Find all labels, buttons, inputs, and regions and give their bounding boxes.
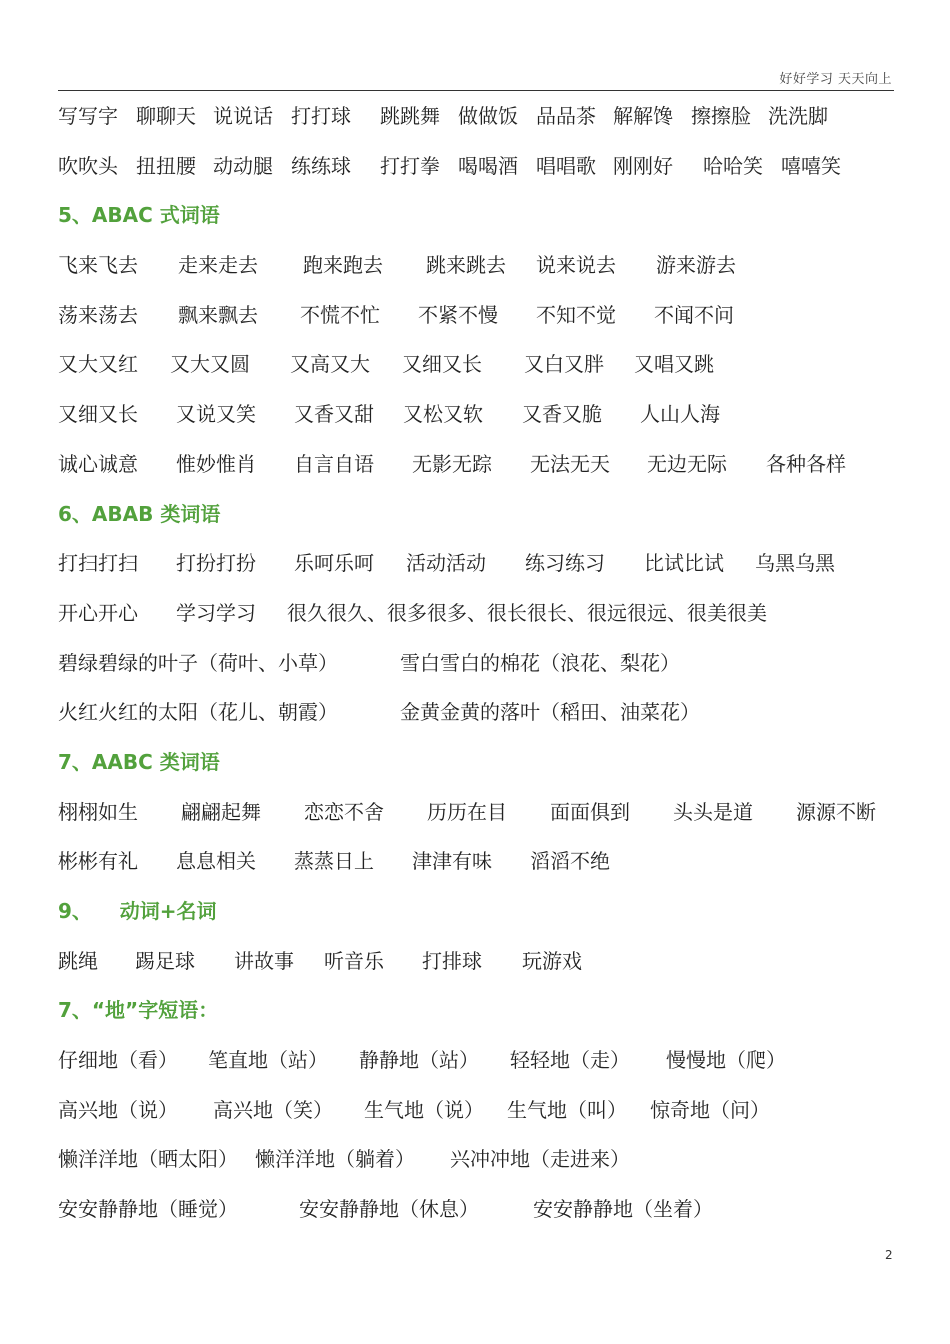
document-body (58, 92, 898, 1235)
word-item: 又高又大 (290, 352, 370, 377)
word-item: 安安静静地（休息） (299, 1197, 479, 1222)
word-item: 玩游戏 (522, 948, 582, 973)
word-item: 又细又长 (402, 352, 482, 377)
word-item: 又香又甜 (294, 402, 374, 427)
word-item: 安安静静地（睡觉） (58, 1197, 238, 1222)
word-item: 翩翩起舞 (181, 799, 261, 824)
word-item: 很久很久、很多很多、很长很长、很远很远、很美很美 (287, 600, 767, 625)
word-item: 又说又笑 (176, 402, 256, 427)
word-item: 乌黑乌黑 (755, 551, 835, 576)
word-item: 生气地（叫） (507, 1097, 627, 1122)
section-heading-text: 7、AABC 类词语 (58, 749, 220, 774)
word-item: 打打拳 (380, 153, 440, 178)
word-item: 惟妙惟肖 (176, 451, 256, 476)
section-heading-di-phrases (58, 986, 898, 1036)
word-item: 吹吹头 (58, 153, 118, 178)
section-heading-aabc (58, 738, 898, 788)
word-item: 人山人海 (640, 402, 720, 427)
word-item: 又大又红 (58, 352, 138, 377)
word-item: 懒洋洋地（躺着） (255, 1147, 415, 1172)
section-heading-verb-noun (58, 887, 898, 937)
word-item: 动动腿 (213, 153, 273, 178)
word-item: 高兴地（笑） (213, 1097, 333, 1122)
word-item: 打扫打扫 (58, 551, 138, 576)
word-item: 不知不觉 (536, 302, 616, 327)
word-line (58, 241, 898, 291)
word-item: 活动活动 (406, 551, 486, 576)
word-item: 擦擦脸 (691, 104, 751, 128)
word-item: 又大又圆 (170, 352, 250, 377)
section-heading-abac (58, 191, 898, 241)
word-line (58, 837, 898, 887)
word-item: 飞来飞去 (58, 253, 138, 278)
word-item: 头头是道 (673, 799, 753, 824)
word-line (58, 440, 898, 490)
word-item: 无法无天 (530, 451, 610, 476)
word-item: 安安静静地（坐着） (533, 1197, 713, 1222)
word-item: 滔滔不绝 (530, 849, 610, 874)
word-item: 飘来飘去 (178, 302, 258, 327)
word-line (58, 937, 898, 987)
word-item: 踢足球 (135, 948, 195, 973)
word-item: 津津有味 (412, 849, 492, 874)
word-item: 嘻嘻笑 (781, 153, 841, 178)
word-item: 恋恋不舍 (304, 799, 384, 824)
word-item: 聊聊天 (136, 104, 196, 128)
word-item: 源源不断 (796, 799, 876, 824)
word-line (58, 340, 898, 390)
word-item: 各种各样 (766, 451, 846, 476)
word-item: 跑来跑去 (303, 253, 383, 278)
word-item: 喝喝酒 (458, 153, 518, 178)
word-line (58, 639, 898, 689)
word-item: 不慌不忙 (300, 302, 380, 327)
word-item: 不紧不慢 (418, 302, 498, 327)
word-line (58, 1135, 898, 1185)
word-item: 自言自语 (294, 451, 374, 476)
word-item: 做做饭 (458, 104, 518, 128)
word-line (58, 92, 898, 142)
word-item: 游来游去 (656, 253, 736, 278)
word-item: 雪白雪白的棉花（浪花、梨花） (400, 650, 680, 675)
page-number: 2 (885, 1248, 893, 1262)
word-item: 历历在目 (427, 799, 507, 824)
word-item: 乐呵乐呵 (294, 551, 374, 576)
word-item: 又白又胖 (524, 352, 604, 377)
word-item: 打扮打扮 (176, 551, 256, 576)
word-item: 又唱又跳 (634, 352, 714, 377)
word-item: 走来走去 (178, 253, 258, 278)
header-motto: 好好学习 天天向上 (779, 72, 892, 87)
word-item: 解解馋 (613, 104, 673, 128)
word-item: 息息相关 (176, 849, 256, 874)
word-item: 惊奇地（问） (650, 1097, 770, 1122)
word-item: 练练球 (291, 153, 351, 178)
word-item: 扭扭腰 (136, 153, 196, 178)
word-item: 开心开心 (58, 600, 138, 625)
word-item: 哈哈笑 (703, 153, 763, 178)
word-item: 学习学习 (176, 600, 256, 625)
word-item: 跳来跳去 (426, 253, 506, 278)
section-heading-text: 5、ABAC 式词语 (58, 203, 220, 228)
word-item: 高兴地（说） (58, 1097, 178, 1122)
word-item: 洗洗脚 (768, 104, 828, 128)
word-item: 金黄金黄的落叶（稻田、油菜花） (400, 700, 700, 725)
word-line (58, 142, 898, 192)
page-header (58, 64, 894, 91)
word-item: 懒洋洋地（晒太阳） (58, 1147, 238, 1172)
word-item: 无边无际 (647, 451, 727, 476)
word-line (58, 390, 898, 440)
section-heading-text: 7、“地”字短语： (58, 998, 219, 1023)
word-item: 静静地（站） (359, 1048, 479, 1073)
word-line (58, 1185, 898, 1235)
word-line (58, 589, 898, 639)
word-item: 比试比试 (644, 551, 724, 576)
word-item: 彬彬有礼 (58, 849, 138, 874)
word-item: 蒸蒸日上 (294, 849, 374, 874)
word-line (58, 688, 898, 738)
section-heading-text: 6、ABAB 类词语 (58, 501, 221, 526)
section-heading-abab (58, 490, 898, 540)
word-item: 又香又脆 (522, 402, 602, 427)
section-heading-text: 9、 动词+名词 (58, 899, 217, 923)
word-item: 说说话 (213, 104, 273, 128)
word-item: 唱唱歌 (536, 153, 596, 178)
word-item: 不闻不问 (654, 302, 734, 327)
word-item: 打排球 (422, 948, 482, 973)
word-item: 品品茶 (536, 104, 596, 128)
word-item: 跳绳 (58, 948, 98, 973)
word-item: 碧绿碧绿的叶子（荷叶、小草） (58, 650, 338, 675)
word-line (58, 788, 898, 838)
word-item: 打打球 (291, 104, 351, 128)
word-item: 火红火红的太阳（花儿、朝霞） (58, 700, 338, 725)
word-item: 仔细地（看） (58, 1048, 178, 1073)
word-item: 刚刚好 (613, 153, 673, 178)
word-line (58, 1086, 898, 1136)
word-item: 慢慢地（爬） (666, 1048, 786, 1073)
word-line (58, 291, 898, 341)
word-item: 面面俱到 (550, 799, 630, 824)
word-item: 荡来荡去 (58, 302, 138, 327)
word-item: 栩栩如生 (58, 799, 138, 824)
word-item: 说来说去 (536, 253, 616, 278)
word-item: 跳跳舞 (380, 104, 440, 128)
word-item: 讲故事 (234, 948, 294, 973)
word-item: 又松又软 (403, 402, 483, 427)
word-line (58, 1036, 898, 1086)
word-item: 兴冲冲地（走进来） (450, 1147, 630, 1172)
word-item: 听音乐 (324, 948, 384, 973)
word-item: 写写字 (58, 104, 118, 128)
word-item: 生气地（说） (364, 1097, 484, 1122)
word-item: 又细又长 (58, 402, 138, 427)
word-item: 练习练习 (525, 551, 605, 576)
word-line (58, 539, 898, 589)
word-item: 诚心诚意 (58, 451, 138, 476)
word-item: 无影无踪 (412, 451, 492, 476)
word-item: 笔直地（站） (208, 1048, 328, 1073)
word-item: 轻轻地（走） (510, 1048, 630, 1073)
